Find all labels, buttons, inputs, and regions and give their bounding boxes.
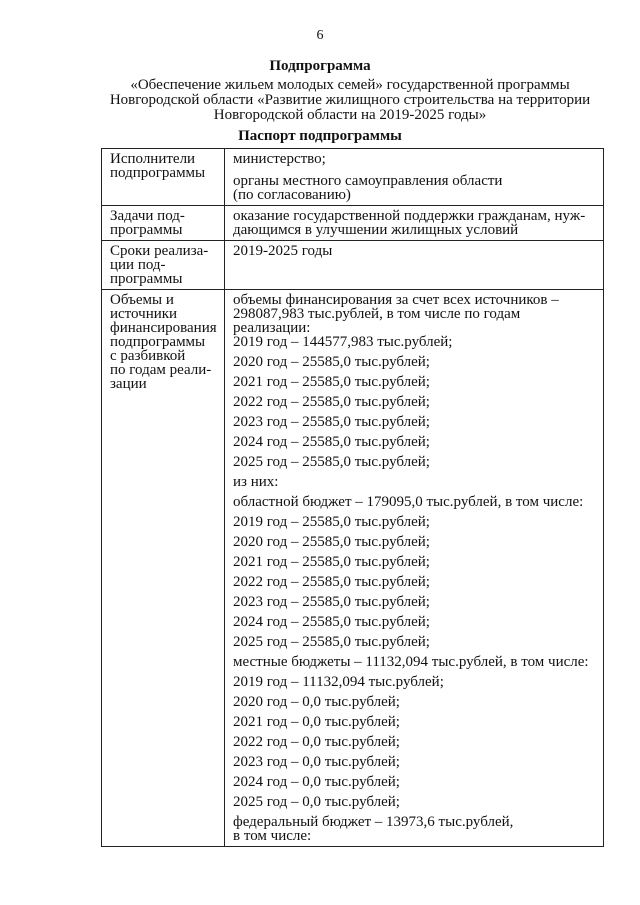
value-line: 2025 год – 25585,0 тыс.рублей; [233,634,430,650]
label-line: по годам реали- [110,362,212,378]
value-line: 2024 год – 25585,0 тыс.рублей; [233,434,430,450]
value-cell [225,241,604,290]
passport-title: Паспорт подпрограммы [238,128,402,144]
value-line: 2024 год – 0,0 тыс.рублей; [233,774,400,790]
subtitle-line: «Обеспечение жильем молодых семей» государственной программы [130,77,570,93]
value-line: 2019 год – 25585,0 тыс.рублей; [233,514,430,530]
value-line: 2023 год – 25585,0 тыс.рублей; [233,414,430,430]
label-cell [102,149,225,206]
value-line: 2022 год – 25585,0 тыс.рублей; [233,394,430,410]
value-line: областной бюджет – 179095,0 тыс.рублей, в том числе: [233,494,584,510]
value-cell [225,206,604,241]
label-line: зации [110,376,147,392]
value-line: дающимся в улучшении жилищных условий [233,222,519,238]
label-line: подпрограммы [110,165,206,181]
value-line: 298087,983 тыс.рублей, в том числе по годам реализации: [233,306,521,336]
label-line: ции под- [110,257,166,273]
value-line: 2021 год – 25585,0 тыс.рублей; [233,374,430,390]
value-line: 2025 год – 0,0 тыс.рублей; [233,794,400,810]
value-line: министерство; [233,151,326,167]
value-line: 2023 год – 0,0 тыс.рублей; [233,754,400,770]
value-cell [225,290,604,847]
table-row-executors [102,149,604,206]
value-line: 2021 год – 0,0 тыс.рублей; [233,714,400,730]
label-line: Сроки реализа- [110,243,209,259]
label-cell [102,206,225,241]
value-line: 2024 год – 25585,0 тыс.рублей; [233,614,430,630]
label-line: источники [110,306,178,322]
page-number: 6 [316,28,324,43]
subtitle-line: Новгородской области на 2019-2025 годы» [213,107,487,123]
value-line: 2021 год – 25585,0 тыс.рублей; [233,554,430,570]
label-line: Задачи под- [110,208,185,224]
value-line: оказание государственной поддержки гражданам, нуж- [233,208,586,224]
label-line: Объемы и [110,292,174,308]
table-row-tasks [102,206,604,241]
table-row-financing [102,290,604,847]
value-line: 2019 год – 11132,094 тыс.рублей; [233,674,444,690]
document-heading: Подпрограмма [269,58,371,74]
label-line: подпрограммы [110,334,206,350]
value-line: 2022 год – 0,0 тыс.рублей; [233,734,400,750]
subprogram-title [90,78,610,123]
label-cell [102,241,225,290]
value-line: 2019 год – 144577,983 тыс.рублей; [233,334,453,350]
subtitle-line: Новгородской области «Развитие жилищного строительства на территории [109,92,591,108]
value-line: (по согласованию) [233,187,351,203]
passport-table [101,148,604,847]
value-line: 2020 год – 0,0 тыс.рублей; [233,694,400,710]
label-line: программы [110,271,183,287]
value-line: 2023 год – 25585,0 тыс.рублей; [233,594,430,610]
value-line: 2020 год – 25585,0 тыс.рублей; [233,534,430,550]
table-row-terms [102,241,604,290]
value-line: из них: [233,474,279,490]
value-line: объемы финансирования за счет всех источников – [233,292,559,308]
label-line: финансирования [110,320,217,336]
label-line: программы [110,222,183,238]
label-line: с разбивкой [110,348,186,364]
value-line: местные бюджеты – 11132,094 тыс.рублей, в том числе: [233,654,589,670]
value-line: 2025 год – 25585,0 тыс.рублей; [233,454,430,470]
value-line: 2020 год – 25585,0 тыс.рублей; [233,354,430,370]
value-line: в том числе: [233,828,312,844]
label-line: Исполнители [110,151,196,167]
label-cell [102,290,225,847]
value-line: 2022 год – 25585,0 тыс.рублей; [233,574,430,590]
value-line: 2019-2025 годы [233,243,333,259]
value-line: органы местного самоуправления области [233,173,503,189]
value-line: федеральный бюджет – 13973,6 тыс.рублей, [233,814,514,830]
value-cell [225,149,604,206]
